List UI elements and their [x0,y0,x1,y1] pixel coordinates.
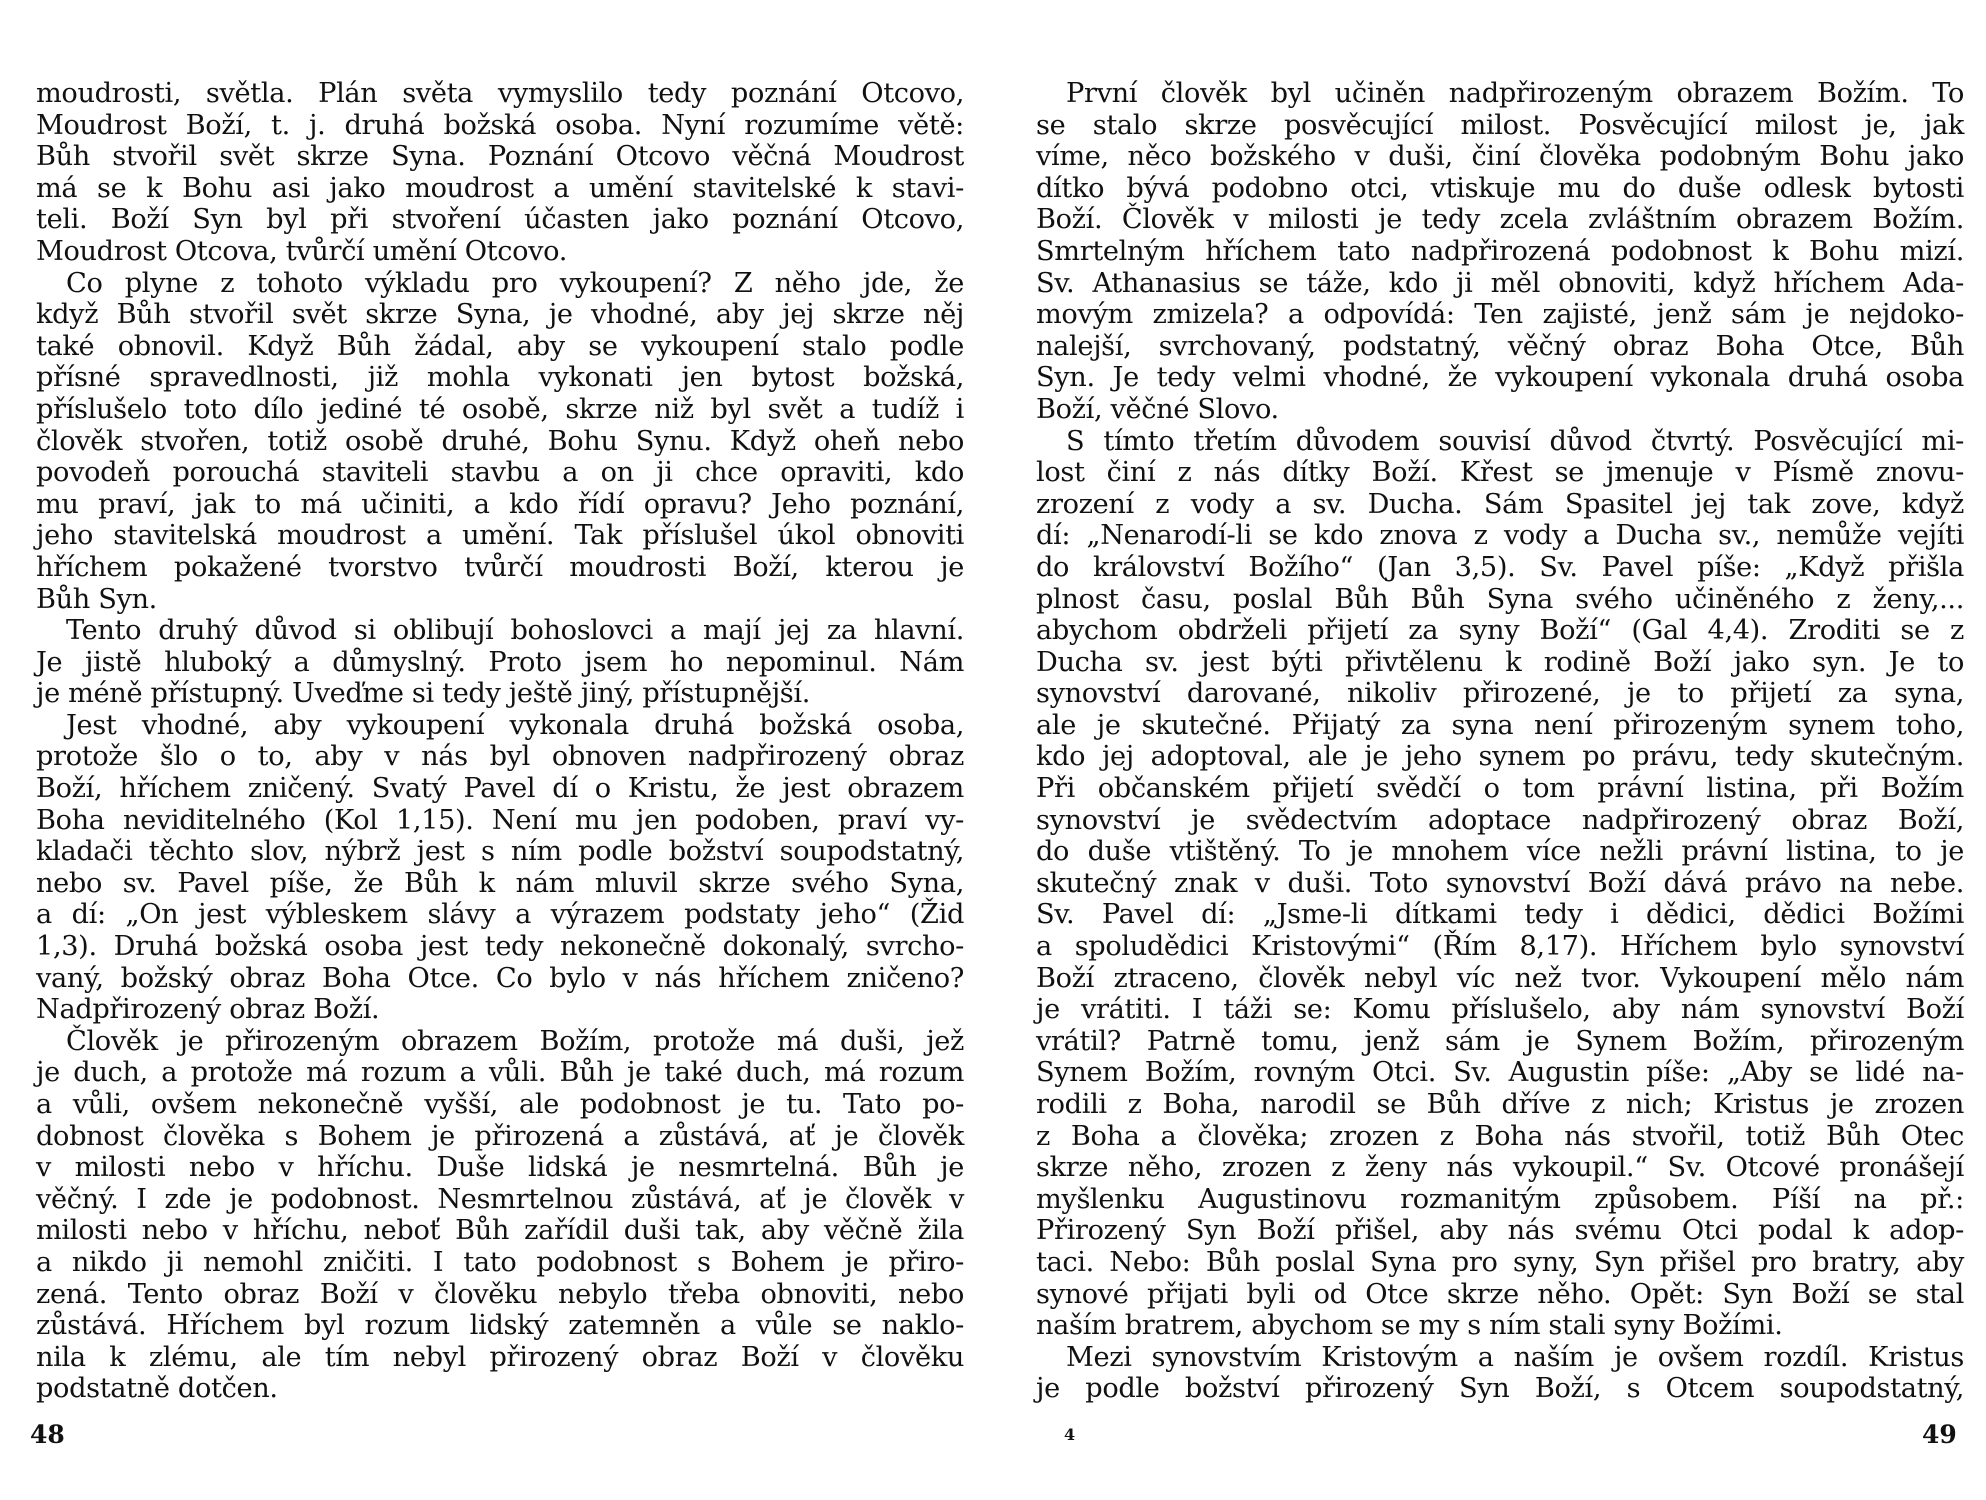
text-line: S tímto třetím důvodem souvisí důvod čtvrtý. Posvěcující mi- [1066,425,1964,457]
text-line: zrození z vody a sv. Ducha. Sám Spasitel jej tak zove, když [1036,488,1964,520]
text-line: nebo sv. Pavel píše, že Bůh k nám mluvil skrze svého Syna, [36,867,964,899]
text-line: vrátil? Patrně tomu, jenž sám je Synem Božím, přirozeným [1036,1025,1964,1057]
right-page-text [1036,78,1964,1405]
text-line: myšlenku Augustinovu rozmanitým způsobem. Píší na př.: [1036,1183,1964,1215]
printer-signature-mark: 4 [1064,1425,1076,1444]
text-line: Synem Božím, rovným Otci. Sv. Augustin píše: „Aby se lidé na- [1036,1057,1964,1089]
text-line: kladači těchto slov, nýbrž jest s ním podle božství soupodstatný, [36,836,964,868]
text-line: a nikdo ji nemohl zničiti. I tato podobnost s Bohem je přiro- [36,1246,964,1278]
text-line: dobnost člověka s Bohem je přirozená a zůstává, ať je člověk [36,1120,964,1152]
text-line: Při občanském přijetí svědčí o tom právní listina, při Božím [1036,773,1964,805]
right-page [1036,78,1964,1405]
text-line: a dí: „On jest výbleskem slávy a výrazem podstaty jeho“ (Žid [36,899,964,931]
text-line: Moudrost Otcova, tvůrčí umění Otcovo. [36,235,567,267]
text-line: mu praví, jak to má učiniti, a kdo řídí opravu? Jeho poznání, [36,488,964,520]
text-line: je méně přístupný. Uveďme si tedy ještě jiný, přístupnější. [36,678,811,710]
text-line: Sv. Pavel dí: „Jsme-li dítkami tedy i dědici, dědici Božími [1036,899,1964,931]
text-line: je vrátiti. I táži se: Komu příslušelo, aby nám synovství Boží [1036,994,1964,1026]
text-line: přísné spravedlnosti, již mohla vykonati jen bytost božská, [36,362,964,394]
text-line: Jest vhodné, aby vykoupení vykonala druhá božská osoba, [66,709,964,741]
text-line: moudrosti, světla. Plán světa vymyslilo tedy poznání Otcovo, [36,78,964,109]
text-line: také obnovil. Když Bůh žádal, aby se vykoupení stalo podle [36,330,964,362]
text-line: příslušelo toto dílo jediné té osobě, skrze niž byl svět a tudíž i [36,393,964,425]
text-line: víme, něco božského v duši, činí člověka podobným Bohu jako [1036,141,1964,173]
text-line: nila k zlému, ale tím nebyl přirozený obraz Boží v člověku [36,1341,964,1373]
text-line: Co plyne z tohoto výkladu pro vykoupení? Z něho jde, že [66,267,964,299]
text-line: Sv. Athanasius se táže, kdo ji měl obnoviti, když hříchem Ada- [1036,267,1964,299]
text-line: má se k Bohu asi jako moudrost a umění stavitelské k stavi- [36,172,964,204]
text-line: Přirozený Syn Boží přišel, aby nás svému Otci podal k adop- [1036,1215,1964,1247]
text-line: naším bratrem, abychom se my s ním stali syny Božími. [1036,1310,1783,1342]
text-line: Smrtelným hříchem tato nadpřirozená podobnost k Bohu mizí. [1036,235,1964,267]
text-line: z Boha a člověka; zrozen z Boha nás stvořil, totiž Bůh Otec [1036,1120,1964,1152]
left-page-number: 48 [30,1420,65,1449]
right-page-number: 49 [1922,1420,1957,1449]
left-page [36,78,964,1405]
text-line: milosti nebo v hříchu, neboť Bůh zařídil duši tak, aby věčně žila [36,1215,964,1247]
text-line: plnost času, poslal Bůh Bůh Syna svého učiněného z ženy,... [1036,583,1964,615]
text-line: je podle božství přirozený Syn Boží, s Otcem soupodstatný, [1036,1373,1964,1405]
text-line: Syn. Je tedy velmi vhodné, že vykoupení vykonala druhá osoba [1036,362,1964,394]
text-line: synovství darované, nikoliv přirozené, je to přijetí za syna, [1036,678,1964,710]
text-line: Nadpřirozený obraz Boží. [36,994,380,1026]
text-line: Mezi synovstvím Kristovým a naším je ovšem rozdíl. Kristus [1066,1341,1964,1373]
text-line: Je jistě hluboký a důmyslný. Proto jsem ho nepominul. Nám [36,646,964,678]
text-line: dítko bývá podobno otci, vtiskuje mu do duše odlesk bytosti [1036,172,1964,204]
text-line: První člověk byl učiněn nadpřirozeným obrazem Božím. To [1066,78,1964,109]
text-line: Boha neviditelného (Kol 1,15). Není mu jen podoben, praví vy- [36,804,964,836]
text-line: Bůh stvořil svět skrze Syna. Poznání Otcovo věčná Moudrost [36,141,964,173]
text-line: v milosti nebo v hříchu. Duše lidská je nesmrtelná. Bůh je [36,1152,964,1184]
text-line: rodili z Boha, narodil se Bůh dříve z nich; Kristus je zrozen [1036,1089,1964,1120]
text-line: lost činí z nás dítky Boží. Křest se jmenuje v Písmě znovu- [1036,457,1964,489]
text-line: ale je skutečné. Přijatý za syna není přirozeným synem toho, [1036,709,1964,741]
text-line: skutečný znak v duši. Toto synovství Boží dává právo na nebe. [1036,867,1964,899]
text-line: zená. Tento obraz Boží v člověku nebylo třeba obnoviti, nebo [36,1278,964,1310]
text-line: povodeň porouchá staviteli stavbu a on ji chce opraviti, kdo [36,457,964,489]
text-line: do království Božího“ (Jan 3,5). Sv. Pavel píše: „Když přišla [1036,551,1964,583]
text-line: vaný, božský obraz Boha Otce. Co bylo v nás hříchem zničeno? [36,962,964,994]
text-line: věčný. I zde je podobnost. Nesmrtelnou zůstává, ať je člověk v [36,1183,964,1215]
text-line: Člověk je přirozeným obrazem Božím, protože má duši, jež [66,1025,964,1057]
text-line: abychom obdrželi přijetí za syny Boží“ (Gal 4,4). Zroditi se z [1036,615,1964,647]
text-line: do duše vtištěný. To je mnohem více nežli právní listina, to je [1036,836,1964,868]
left-page-text [36,78,964,1405]
text-line: Tento druhý důvod si oblibují bohoslovci a mají jej za hlavní. [66,615,964,647]
text-line: se stalo skrze posvěcující milost. Posvěcující milost je, jak [1036,109,1964,141]
text-line: Ducha sv. jest býti přivtělenu k rodině Boží jako syn. Je to [1036,646,1964,678]
text-line: kdo jej adoptoval, ale je jeho synem po právu, tedy skutečným. [1036,741,1964,773]
text-line: dí: „Nenarodí-li se kdo znova z vody a Ducha sv., nemůže vejíti [1036,520,1964,552]
text-line: Boží, věčné Slovo. [1036,393,1279,425]
text-line: teli. Boží Syn byl při stvoření účasten jako poznání Otcovo, [36,204,964,236]
text-line: jeho stavitelská moudrost a umění. Tak příslušel úkol obnoviti [36,520,964,552]
text-line: a vůli, ovšem nekonečně vyšší, ale podobnost je tu. Tato po- [36,1089,964,1120]
text-line: skrze něho, zrozen z ženy nás vykoupil.“ Sv. Otcové pronášejí [1036,1152,1964,1184]
text-line: 1,3). Druhá božská osoba jest tedy nekonečně dokonalý, svrcho- [36,931,964,963]
text-line: movým zmizela? a odpovídá: Ten zajisté, jenž sám je nejdoko- [1036,299,1964,331]
text-line: a spoludědici Kristovými“ (Řím 8,17). Hříchem bylo synovství [1036,931,1964,963]
text-line: synovství je svědectvím adoptace nadpřirozený obraz Boží, [1036,804,1964,836]
text-line: synové přijati byli od Otce skrze něho. Opět: Syn Boží se stal [1036,1278,1964,1310]
text-line: je duch, a protože má rozum a vůli. Bůh je také duch, má rozum [36,1057,964,1089]
text-line: Bůh Syn. [36,583,157,615]
text-line: zůstává. Hříchem byl rozum lidský zatemněn a vůle se naklo- [36,1310,964,1342]
text-line: Moudrost Boží, t. j. druhá božská osoba. Nyní rozumíme větě: [36,109,964,141]
text-line: Boží, hříchem zničený. Svatý Pavel dí o Kristu, že jest obrazem [36,773,964,805]
text-line: člověk stvořen, totiž osobě druhé, Bohu Synu. Když oheň nebo [36,425,964,457]
text-line: taci. Nebo: Bůh poslal Syna pro syny, Syn přišel pro bratry, aby [1036,1246,1964,1278]
text-line: Boží ztraceno, člověk nebyl víc než tvor. Vykoupení mělo nám [1036,962,1964,994]
text-line: podstatně dotčen. [36,1373,278,1405]
text-line: když Bůh stvořil svět skrze Syna, je vhodné, aby jej skrze něj [36,299,964,331]
text-line: Boží. Člověk v milosti je tedy zcela zvláštním obrazem Božím. [1036,204,1964,236]
text-line: protože šlo o to, aby v nás byl obnoven nadpřirozený obraz [36,741,964,773]
text-line: hříchem pokažené tvorstvo tvůrčí moudrosti Boží, kterou je [36,551,964,583]
text-line: nalejší, svrchovaný, podstatný, věčný obraz Boha Otce, Bůh [1036,330,1964,362]
